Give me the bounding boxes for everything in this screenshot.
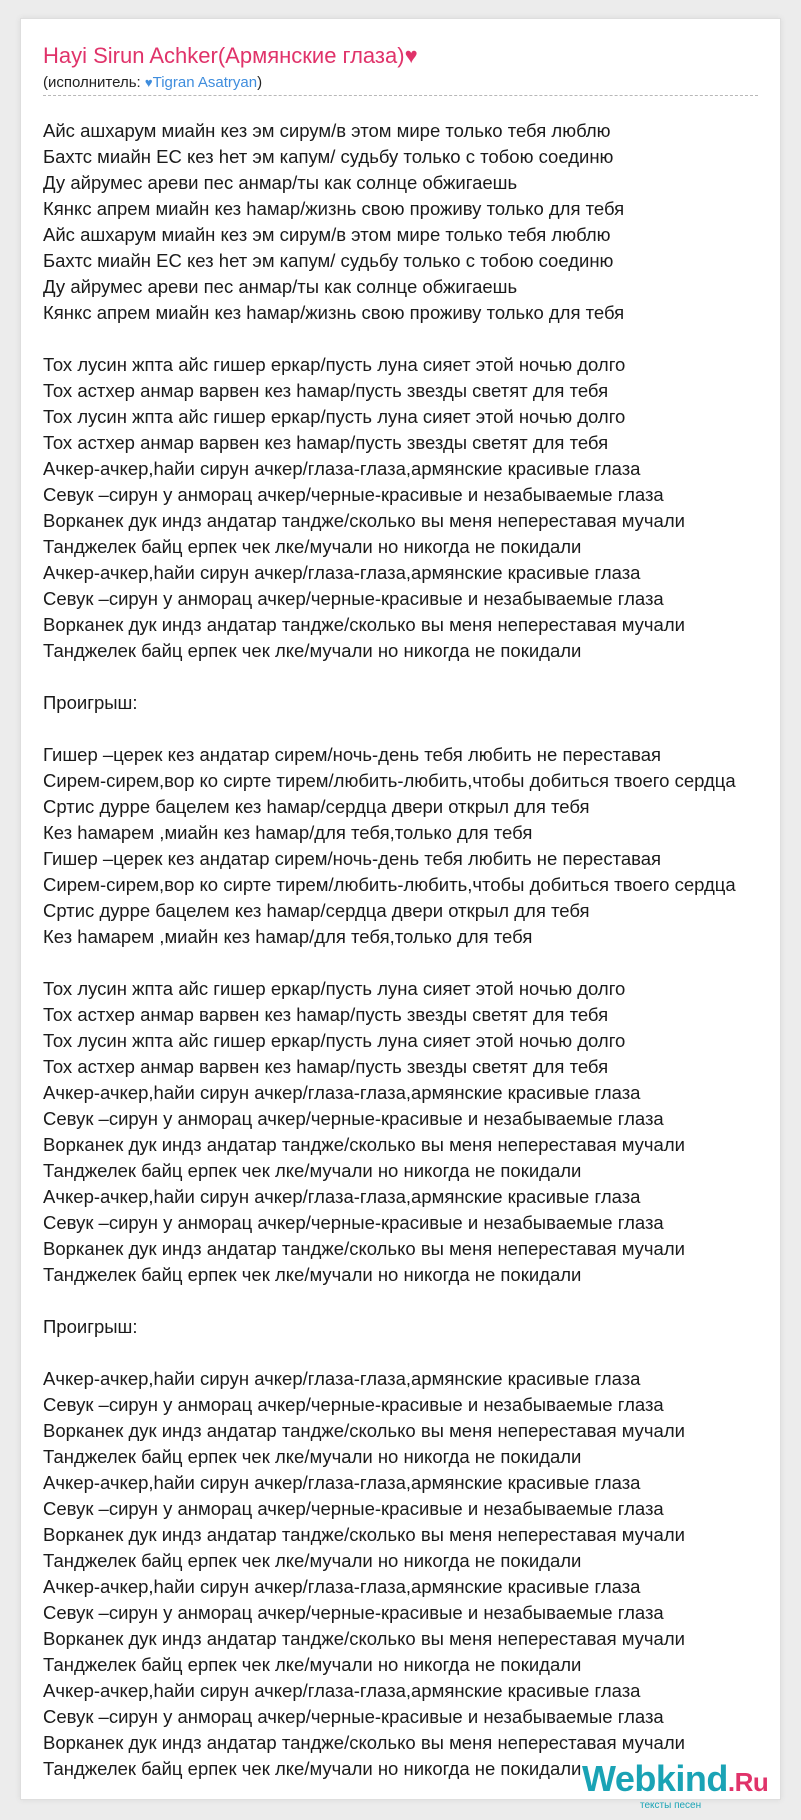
lyric-line: Тох лусин жпта айс гишер еркар/пусть луна сияет этой ночью долго bbox=[43, 354, 626, 375]
lyric-line: Ачкер-ачкер,hайи сирун ачкер/глаза-глаза,армянские красивые глаза bbox=[43, 1368, 641, 1389]
lyric-line: Сртис дурре бацелем кез hамар/сердца двери открыл для тебя bbox=[43, 900, 590, 921]
performer-line bbox=[43, 74, 262, 91]
lyric-line: Танджелек байц ерпек чек лке/мучали но никогда не покидали bbox=[43, 640, 582, 661]
lyrics-card bbox=[20, 18, 781, 1800]
lyrics-text bbox=[43, 118, 781, 1782]
lyric-line: Танджелек байц ерпек чек лке/мучали но никогда не покидали bbox=[43, 1446, 582, 1467]
lyric-line: Гишер –церек кез андатар сирем/ночь-день тебя любить не переставая bbox=[43, 744, 662, 765]
lyric-line: Тох астхер анмар варвен кез hамар/пусть звезды светят для тебя bbox=[43, 1056, 609, 1077]
stanza-break bbox=[43, 1340, 781, 1366]
lyric-line: Танджелек байц ерпек чек лке/мучали но никогда не покидали bbox=[43, 1264, 582, 1285]
lyric-line: Ду айрумес ареви пес анмар/ты как солнце обжигаешь bbox=[43, 276, 518, 297]
lyric-line: Тох лусин жпта айс гишер еркар/пусть луна сияет этой ночью долго bbox=[43, 978, 626, 999]
lyric-line: Севук –сирун у анморац ачкер/черные-красивые и незабываемые глаза bbox=[43, 1498, 664, 1519]
lyric-line: Проигрыш: bbox=[43, 692, 138, 713]
lyric-line: Айс ашхарум миайн кез эм сирум/в этом мире только тебя люблю bbox=[43, 120, 611, 141]
logo-main-text: Webkind bbox=[582, 1758, 728, 1799]
lyric-line: Кез hамарем ,миайн кез hамар/для тебя,только для тебя bbox=[43, 822, 533, 843]
lyric-line: Ворканек дук индз андатар тандже/сколько вы меня непереставая мучали bbox=[43, 1238, 685, 1259]
lyric-line: Тох астхер анмар варвен кез hамар/пусть звезды светят для тебя bbox=[43, 432, 609, 453]
lyric-line: Ачкер-ачкер,hайи сирун ачкер/глаза-глаза,армянские красивые глаза bbox=[43, 1680, 641, 1701]
performer-name: Tigran Asatryan bbox=[152, 74, 258, 91]
stanza-break bbox=[43, 716, 781, 742]
lyric-line: Сирем-сирем,вор ко сирте тирем/любить-любить,чтобы добиться твоего сердца bbox=[43, 874, 736, 895]
song-title-text: Hayi Sirun Achker(Армянские глаза) bbox=[43, 43, 405, 68]
lyric-line: Тох астхер анмар варвен кез hамар/пусть звезды светят для тебя bbox=[43, 380, 609, 401]
lyric-line: Ворканек дук индз андатар тандже/сколько вы меня непереставая мучали bbox=[43, 510, 685, 531]
site-logo[interactable] bbox=[582, 1758, 772, 1812]
lyric-line: Севук –сирун у анморац ачкер/черные-красивые и незабываемые глаза bbox=[43, 1706, 664, 1727]
lyric-line: Ачкер-ачкер,hайи сирун ачкер/глаза-глаза,армянские красивые глаза bbox=[43, 1576, 641, 1597]
song-title bbox=[43, 43, 418, 69]
lyric-line: Ачкер-ачкер,hайи сирун ачкер/глаза-глаза,армянские красивые глаза bbox=[43, 1082, 641, 1103]
lyric-line: Ворканек дук индз андатар тандже/сколько вы меня непереставая мучали bbox=[43, 614, 685, 635]
logo-wordmark bbox=[582, 1758, 768, 1800]
lyric-line: Айс ашхарум миайн кез эм сирум/в этом мире только тебя люблю bbox=[43, 224, 611, 245]
lyric-line: Ачкер-ачкер,hайи сирун ачкер/глаза-глаза,армянские красивые глаза bbox=[43, 1186, 641, 1207]
lyric-line: Танджелек байц ерпек чек лке/мучали но никогда не покидали bbox=[43, 1654, 582, 1675]
lyric-line: Тох астхер анмар варвен кез hамар/пусть звезды светят для тебя bbox=[43, 1004, 609, 1025]
lyric-line: Севук –сирун у анморац ачкер/черные-красивые и незабываемые глаза bbox=[43, 1108, 664, 1129]
lyric-line: Севук –сирун у анморац ачкер/черные-красивые и незабываемые глаза bbox=[43, 1212, 664, 1233]
lyric-line: Тох лусин жпта айс гишер еркар/пусть луна сияет этой ночью долго bbox=[43, 1030, 626, 1051]
lyric-line: Севук –сирун у анморац ачкер/черные-красивые и незабываемые глаза bbox=[43, 1394, 664, 1415]
lyric-line: Ачкер-ачкер,hайи сирун ачкер/глаза-глаза,армянские красивые глаза bbox=[43, 562, 641, 583]
logo-tagline: тексты песен bbox=[640, 1800, 702, 1811]
lyric-line: Тох лусин жпта айс гишер еркар/пусть луна сияет этой ночью долго bbox=[43, 406, 626, 427]
lyric-line: Сирем-сирем,вор ко сирте тирем/любить-любить,чтобы добиться твоего сердца bbox=[43, 770, 736, 791]
header-divider bbox=[43, 95, 758, 96]
lyric-line: Танджелек байц ерпек чек лке/мучали но никогда не покидали bbox=[43, 1160, 582, 1181]
stanza-break bbox=[43, 326, 781, 352]
lyric-line: Ду айрумес ареви пес анмар/ты как солнце обжигаешь bbox=[43, 172, 518, 193]
lyric-line: Ворканек дук индз андатар тандже/сколько вы меня непереставая мучали bbox=[43, 1628, 685, 1649]
lyric-line: Проигрыш: bbox=[43, 1316, 138, 1337]
lyric-line: Гишер –церек кез андатар сирем/ночь-день тебя любить не переставая bbox=[43, 848, 662, 869]
stanza-break bbox=[43, 950, 781, 976]
lyric-line: Танджелек байц ерпек чек лке/мучали но никогда не покидали bbox=[43, 536, 582, 557]
lyric-line: Севук –сирун у анморац ачкер/черные-красивые и незабываемые глаза bbox=[43, 484, 664, 505]
lyric-line: Ачкер-ачкер,hайи сирун ачкер/глаза-глаза,армянские красивые глаза bbox=[43, 1472, 641, 1493]
lyric-line: Ачкер-ачкер,hайи сирун ачкер/глаза-глаза,армянские красивые глаза bbox=[43, 458, 641, 479]
lyric-line: Ворканек дук индз андатар тандже/сколько вы меня непереставая мучали bbox=[43, 1420, 685, 1441]
lyric-line: Кянкс апрем миайн кез hамар/жизнь свою проживу только для тебя bbox=[43, 302, 625, 323]
lyric-line: Сртис дурре бацелем кез hамар/сердца двери открыл для тебя bbox=[43, 796, 590, 817]
performer-suffix: ) bbox=[257, 74, 263, 91]
heart-icon: ♥ bbox=[404, 43, 418, 68]
stanza-break bbox=[43, 664, 781, 690]
heart-icon: ♥ bbox=[144, 75, 153, 90]
lyric-line: Ворканек дук индз андатар тандже/сколько вы меня непереставая мучали bbox=[43, 1524, 685, 1545]
lyric-line: Бахтс миайн ЕС кез hет эм капум/ судьбу только с тобою соединю bbox=[43, 146, 614, 167]
performer-link[interactable] bbox=[145, 74, 257, 91]
lyric-line: Кез hамарем ,миайн кез hамар/для тебя,только для тебя bbox=[43, 926, 533, 947]
lyric-line: Кянкс апрем миайн кез hамар/жизнь свою проживу только для тебя bbox=[43, 198, 625, 219]
lyric-line: Севук –сирун у анморац ачкер/черные-красивые и незабываемые глаза bbox=[43, 1602, 664, 1623]
lyric-line: Танджелек байц ерпек чек лке/мучали но никогда не покидали bbox=[43, 1758, 582, 1779]
lyric-line: Севук –сирун у анморац ачкер/черные-красивые и незабываемые глаза bbox=[43, 588, 664, 609]
stanza-break bbox=[43, 1288, 781, 1314]
lyric-line: Ворканек дук индз андатар тандже/сколько вы меня непереставая мучали bbox=[43, 1732, 685, 1753]
lyric-line: Танджелек байц ерпек чек лке/мучали но никогда не покидали bbox=[43, 1550, 582, 1571]
logo-tld: .Ru bbox=[727, 1767, 769, 1797]
lyric-line: Бахтс миайн ЕС кез hет эм капум/ судьбу только с тобою соединю bbox=[43, 250, 614, 271]
lyric-line: Ворканек дук индз андатар тандже/сколько вы меня непереставая мучали bbox=[43, 1134, 685, 1155]
performer-prefix: (исполнитель: bbox=[43, 74, 145, 91]
